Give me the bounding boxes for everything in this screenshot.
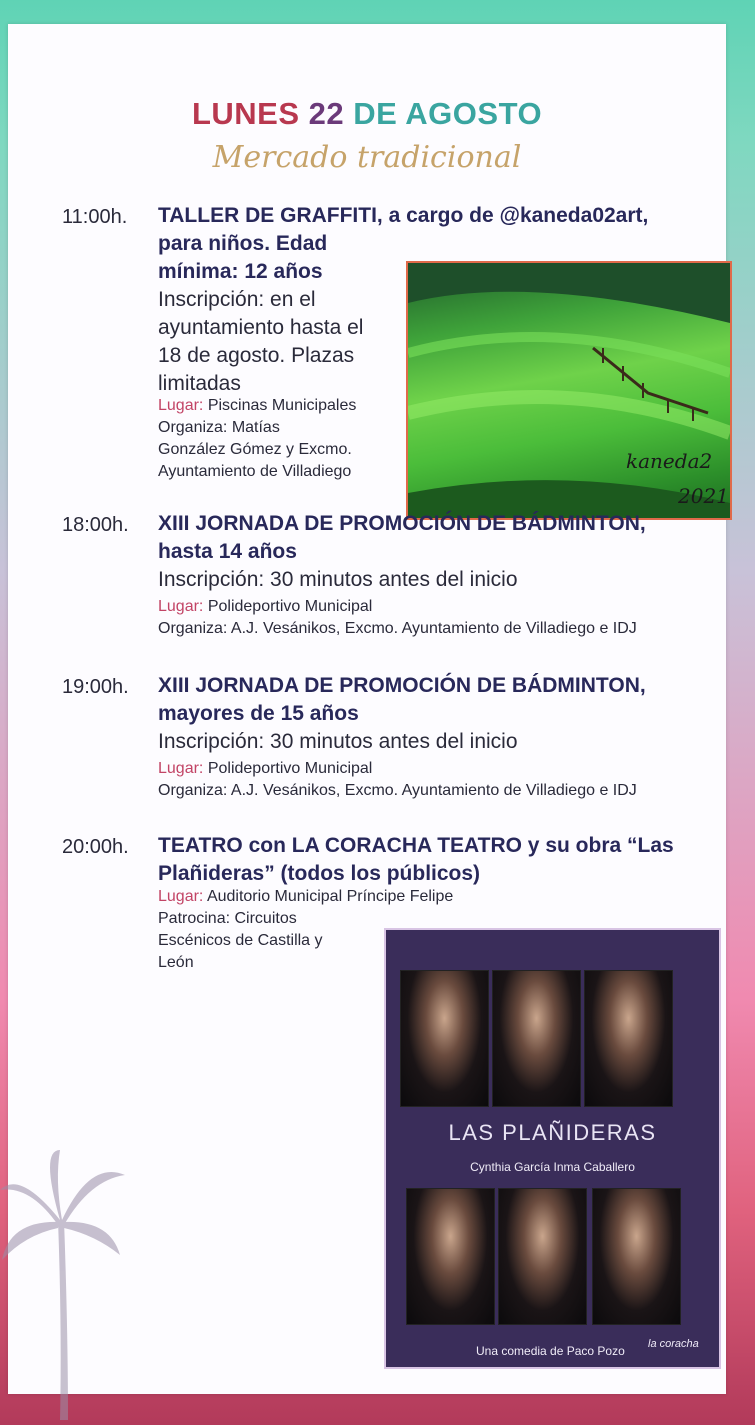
event-time: 18:00h. (62, 514, 129, 536)
event-info: 18 de agosto. Plazas (158, 344, 355, 367)
location-value: Piscinas Municipales (207, 397, 357, 414)
palm-tree-decoration (0, 1150, 130, 1420)
event-title: XIII JORNADA DE PROMOCIÓN DE BÁDMINTON, (158, 512, 646, 535)
event-location (158, 395, 356, 417)
actor-photo (400, 970, 489, 1107)
event-info: Inscripción: 30 minutos antes del inicio (158, 568, 518, 591)
event-info: ayuntamiento hasta el (158, 316, 364, 339)
event-info: Inscripción: 30 minutos antes del inicio (158, 730, 518, 753)
event-title: Plañideras” (todos los públicos) (158, 862, 481, 885)
poster-actors: Cynthia García Inma Caballero (470, 1160, 635, 1174)
actor-photo (406, 1188, 495, 1325)
weekday: LUNES (191, 96, 300, 131)
poster-title: LAS PLAÑIDERAS (448, 1120, 657, 1145)
day-number: 22 (308, 96, 345, 131)
event-title: mayores de 15 años (158, 702, 359, 725)
actor-photo (498, 1188, 587, 1325)
company-logo: la coracha (648, 1338, 699, 1350)
event-organizer: Patrocina: Circuitos (158, 910, 297, 927)
actor-photo (492, 970, 581, 1107)
date-heading (8, 96, 726, 132)
location-label: Lugar: (158, 760, 204, 777)
event-time: 11:00h. (62, 206, 128, 228)
theater-poster-image (384, 928, 721, 1369)
event-organizer: León (158, 954, 194, 971)
poster-credit: Una comedia de Paco Pozo (476, 1344, 625, 1358)
event-title: XIII JORNADA DE PROMOCIÓN DE BÁDMINTON, (158, 674, 646, 697)
event-info: Inscripción: en el (158, 288, 316, 311)
graffiti-artwork-image (406, 261, 732, 520)
event-subtitle: Mercado tradicional (212, 140, 522, 175)
event-title: hasta 14 años (158, 540, 297, 563)
graffiti-landscape (408, 263, 730, 518)
artist-signature: kaneda2 (626, 449, 713, 473)
location-label: Lugar: (158, 397, 204, 414)
month: DE AGOSTO (353, 96, 543, 131)
event-title: TEATRO con LA CORACHA TEATRO y su obra “Las (158, 834, 674, 857)
event-organizer: Organiza: A.J. Vesánikos, Excmo. Ayuntamiento de Villadiego e IDJ (158, 782, 637, 799)
event-time: 19:00h. (62, 676, 129, 698)
artwork-year: 2021 (678, 484, 729, 508)
location-value: Polideportivo Municipal (207, 598, 373, 615)
event-title: TALLER DE GRAFFITI, a cargo de @kaneda02art, (158, 204, 649, 227)
event-time: 20:00h. (62, 836, 129, 858)
actor-photo (584, 970, 673, 1107)
event-title: mínima: 12 años (158, 260, 323, 283)
event-organizer: Escénicos de Castilla y (158, 932, 323, 949)
event-organizer: Organiza: Matías (158, 419, 280, 436)
event-location (158, 596, 372, 618)
event-organizer: Ayuntamiento de Villadiego (158, 463, 352, 480)
location-label: Lugar: (158, 598, 204, 615)
event-location (158, 886, 453, 908)
event-location (158, 758, 372, 780)
actor-photo (592, 1188, 681, 1325)
event-title: para niños. Edad (158, 232, 328, 255)
event-organizer: Organiza: A.J. Vesánikos, Excmo. Ayuntamiento de Villadiego e IDJ (158, 620, 637, 637)
location-value: Polideportivo Municipal (207, 760, 373, 777)
event-organizer: González Gómez y Excmo. (158, 441, 352, 458)
location-label: Lugar: (158, 888, 204, 905)
location-value: Auditorio Municipal Príncipe Felipe (206, 888, 454, 905)
event-info: limitadas (158, 372, 241, 395)
